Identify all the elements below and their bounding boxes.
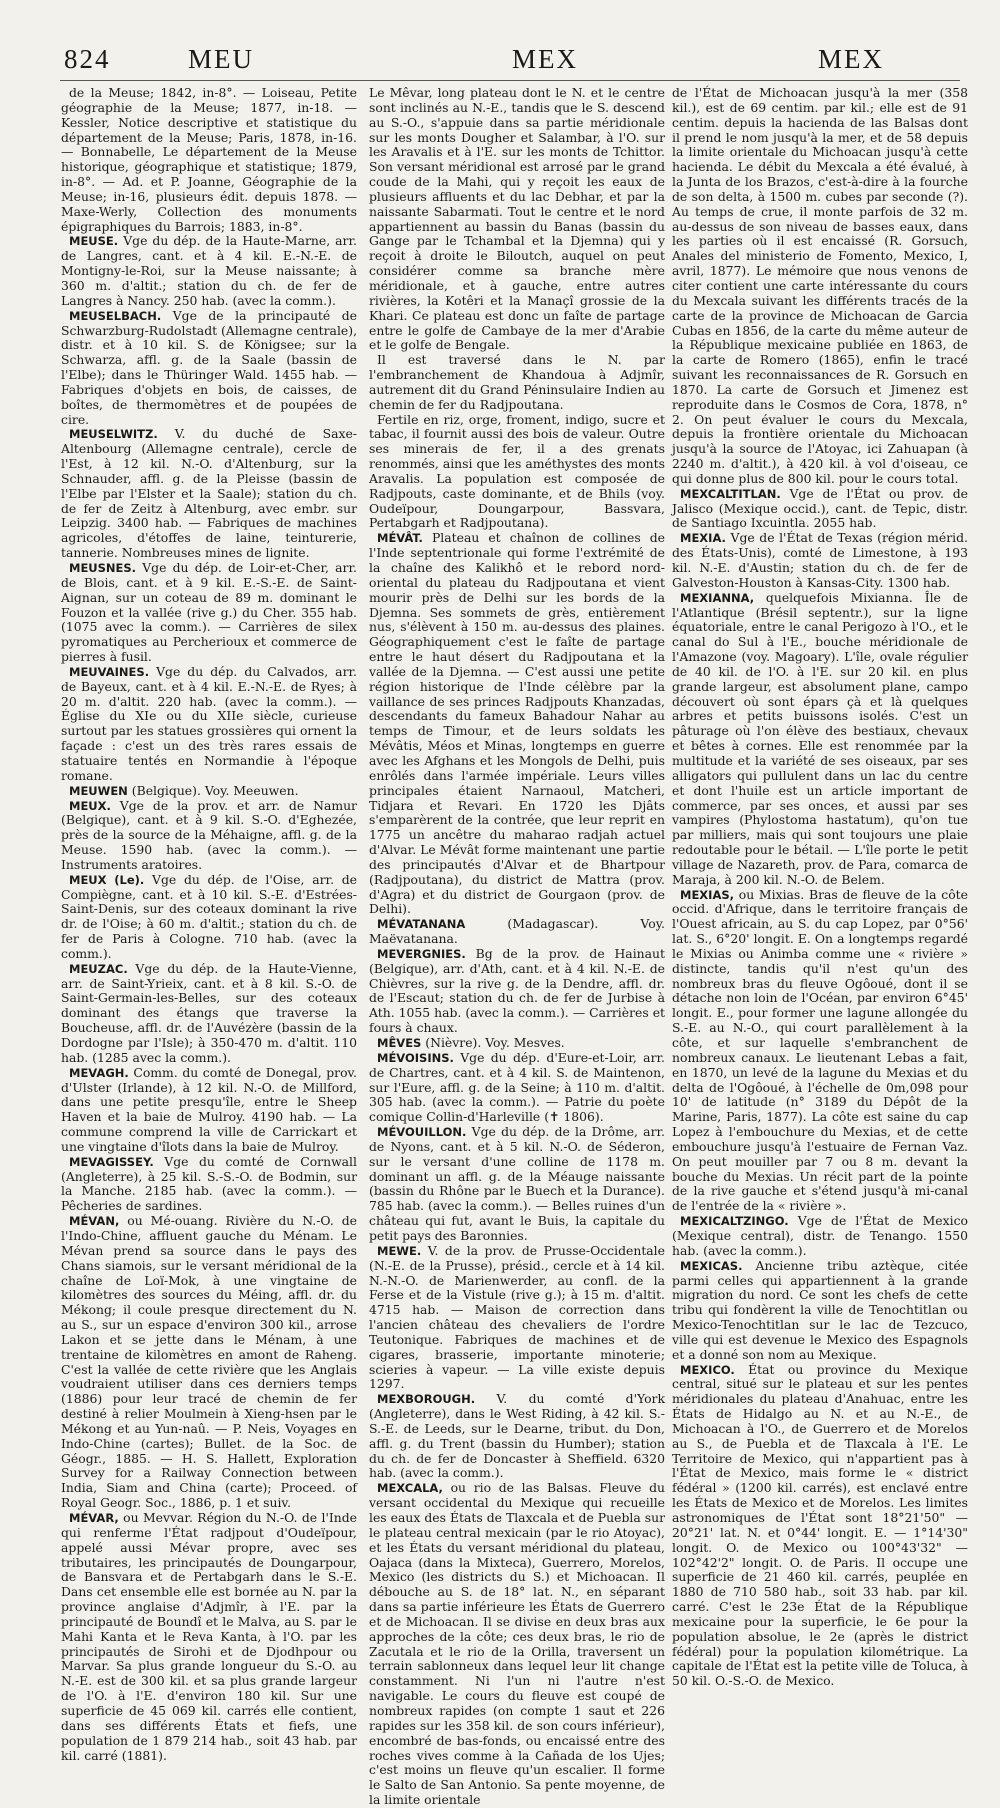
entry-headword: MEXBOROUGH.	[377, 1392, 476, 1407]
entry-headword: MEVERGNIES.	[377, 946, 466, 961]
dictionary-entry	[672, 531, 968, 590]
dictionary-entry	[61, 784, 357, 799]
dictionary-entry	[672, 1214, 968, 1259]
entry-text: Vge du dép. de la Haute-Vienne, arr. de Saint-Yrieix, cant. et à 8 kil. S.-O. de Saint-Germain-les-Belles, sur des coteaux dominant des étangs que traverse la Boucheuse, affl. dr. de l'Auvézère (bassin de la Dordogne par l'Isle); à 350-470 m. d'altit. 110 hab. (1285 avec la comm.).	[61, 960, 357, 1065]
dictionary-entry	[61, 1066, 357, 1155]
entry-headword: MEUZAC.	[69, 961, 128, 976]
entry-text: ou Mé-ouang. Rivière du N.-O. de l'Indo-Chine, affluent gauche du Ménam. Le Mévan prend sa source dans le pays des Chans siamois, sur le versant méridional de la chaîne de Loï-Mok, à une vingtaine de kilomètres des sources du Méing, affl. dr. du Mékong; il coule presque directement du N. au S., sur un espace d'environ 300 kil., arrose Lakon et se jette dans le Ménam, à une trentaine de kilomètres en amont de Raheng. C'est la vallée de cette rivière que les Anglais voudraient utiliser dans ces derniers temps (1886) pour leur tracé de chemin de fer destiné à relier Moulmein à Xieng-hsen par le Mékong et au Yun-naû. — P. Neis, Voyages en Indo-Chine (cartes); Bullet. de la Soc. de Géogr., 1885. — H. S. Hallett, Exploration Survey for a Railway Connection between India, Siam and China (carte); Proceed. of Royal Geogr. Soc., 1886, p. 1 et suiv.	[61, 1213, 357, 1511]
entry-headword: MEXCALA,	[377, 1481, 443, 1496]
entry-text: État ou province du Mexique central, situé sur le plateau et sur les pentes méridionales du plateau d'Anahuac, entre les États de Hidalgo au N. et au N.-E., de Michoacan à l'O., de Guerrero et de Morelos au S., de Puebla et de Tlaxcala à l'E. Le Territoire de Mexico, qui n'appartient pas à l'État de Mexico, mais forme le « district fédéral » (1200 kil. carrés), est enclavé entre les États de Mexico et de Morelos. Les limites astronomiques de l'État sont 18°21'50" — 20°21' lat. N. et 0°44' longit. E. — 1°14'30" longit. O. de Mexico ou 100°43'32" — 102°42'2" longit. O. de Paris. Il occupe une superficie de 21 460 kil. carrés, peuplée en 1880 de 710 580 hab., soit 33 hab. par kil. carré. C'est le 23e État de la République mexicaine pour la superficie, le 6e pour la population absolue, le 2e (après le district fédéral) pour la population kilométrique. La capitale de l'État est la petite ville de Toluca, à 50 kil. O.-S.-O. de Mexico.	[672, 1361, 968, 1689]
dictionary-entry	[672, 86, 968, 487]
dictionary-entry	[61, 86, 357, 234]
entry-headword: MEXIANNA,	[680, 590, 755, 605]
entry-text: Vge du dép. de la Haute-Marne, arr. de Langres, cant. et à 4 kil. E.-N.-E. de Montigny-le-Roi, sur la Meuse naissante; à 360 m. d'altit.; station du ch. de fer de Langres à Nancy. 250 hab. (avec la comm.).	[61, 233, 357, 308]
entry-headword: MEXIAS,	[680, 887, 734, 902]
entry-text: Vge du dép. d'Eure-et-Loir, arr. de Chartres, cant. et à 4 kil. S. de Maintenon, sur l'Eure, affl. g. de la Seine; à 110 m. d'altit. 305 hab. (avec la comm.). — Patrie du poète comique Collin-d'Harleville (✝ 1806).	[369, 1049, 665, 1125]
entry-headword: MEXCALTITLAN.	[680, 486, 781, 501]
dictionary-entry	[369, 917, 665, 947]
entry-text: Il est traversé dans le N. par l'embranchement de Khandoua à Adjmîr, autrement dit du Grand Péninsulaire Indien au chemin de fer du Radjpoutana.	[369, 352, 665, 412]
running-head-center: MEX	[512, 44, 578, 74]
dictionary-entry	[61, 427, 357, 561]
entry-text: (Madagascar). Voy. Maëvatanana.	[369, 916, 665, 947]
entry-headword: MEXICO.	[680, 1362, 735, 1377]
page-number: 824	[64, 44, 111, 74]
entry-text: Fertile en riz, orge, froment, indigo, sucre et tabac, il fournit aussi des bois de valeur. Outre ses minerais de fer, il a des grenats renommés, ainsi que les améthystes des monts Aravalis. La population est composée de Radjpouts, caste dominante, et de Bhils (voy. Oudeïpour, Doungarpour, Bassvara, Pertabgarh et Radjpoutana).	[369, 411, 665, 531]
entry-headword: MÉVATANANA	[377, 917, 466, 932]
entry-text: Vge du dép. du Calvados, arr. de Bayeux, cant. et à 4 kil. E.-N.-E. de Ryes; à 20 m. d'altit. 220 hab. (avec la comm.). — Église du XIe ou du XIIe siècle, curieuse surtout par les statues grossières qui ornent la façade : c'est un des très rares essais de statuaire tentés en Normandie à l'époque romane.	[61, 663, 357, 783]
dictionary-entry	[369, 1051, 665, 1125]
dictionary-entry	[369, 86, 665, 353]
entry-text: Vge du comté de Cornwall (Angleterre), à 25 kil. S.-S.-O. de Bodmin, sur la Manche. 2185 hab. (avec la comm.). — Pêcheries de sardines.	[61, 1153, 357, 1214]
text-column-3	[672, 85, 968, 1689]
entry-text: (Belgique). Voy. Meeuwen.	[131, 782, 299, 798]
entry-headword: MEUSE.	[69, 234, 119, 249]
dictionary-entry	[672, 888, 968, 1215]
dictionary-entry	[672, 591, 968, 888]
entry-text: Comm. du comté de Donegal, prov. d'Ulster (Irlande), à 12 kil. N.-O. de Millford, dans une petite presqu'île, entre le Sheep Haven et la baie de Mulroy. 4190 hab. — La commune comprend la ville de Carrickart et une vingtaine d'îlots dans la baie de Mulroy.	[61, 1064, 357, 1154]
entry-text: Vge du dép. de la Drôme, arr. de Nyons, cant. et à 5 kil. N.-O. de Séderon, sur le versant d'une colline de 1178 m. dominant un affl. g. de la Méauge naissante (bassin du Rhône par le Buech et la Durance). 785 hab. (avec la comm.). — Belles ruines d'un château qui fut, avant le Buis, la capitale du petit pays des Baronnies.	[369, 1124, 665, 1243]
entry-headword: MEVAGH.	[69, 1065, 129, 1080]
entry-text: Vge de l'État ou prov. de Jalisco (Mexique occid.), cant. de Tepic, distr. de Santiago Ixcuintla. 2055 hab.	[672, 485, 968, 531]
dictionary-entry	[369, 413, 665, 532]
dictionary-entry	[369, 1392, 665, 1481]
entry-text: Ancienne tribu aztèque, citée parmi celles qui appartiennent à la grande migration du nord. Ce sont les chefs de cette tribu qui fondèrent la ville de Tenochtitlan ou Mexico-Tenochtitlan sur le lac de Tezcuco, ville qui est devenue le Mexico des Espagnols et a donné son nom au Mexique.	[672, 1257, 968, 1362]
header-rule	[60, 80, 960, 81]
entry-text: Vge de la principauté de Schwarzburg-Rudolstadt (Allemagne centrale), distr. et à 10 kil. S. de Königsee; sur la Schwarza, affl. g. de la Saale (bassin de l'Elbe); dans le Thüringer Wald. 1455 hab. — Fabriques d'objets en bois, de caisses, de boîtes, de thermomètres et de poupées de cire.	[61, 307, 358, 427]
dictionary-entry	[61, 1214, 357, 1511]
entry-headword: MEWE.	[377, 1243, 422, 1258]
entry-headword: MEXIA.	[680, 531, 726, 546]
running-head-left: MEU	[188, 44, 254, 74]
entry-text: V. de la prov. de Prusse-Occidentale (N.-E. de la Prusse), présid., cercle et à 14 kil. N.-N.-O. de Marienwerder, au confl. de la Ferse et de la Vistule (rive g.); à 15 m. d'altit. 4715 hab. — Maison de correction dans l'ancien château des chevaliers de l'ordre Teutonique. Fabriques de machines et de cigares, brasserie, importante minoterie; scieries à vapeur. — La ville existe depuis 1297.	[369, 1242, 665, 1392]
entry-text: Plateau et chaînon de collines de l'Inde septentrionale qui forme l'extrémité de la chaîne des Kalikhô et le rebord nord-oriental du plateau du Radjpoutana et vient mourir près de Delhi sur les bords de la Djemna. Ses sommets de grès, entièrement nus, s'élèvent à 150 m. au-dessus des plaines. Géographiquement c'est le faîte de partage entre le haut désert du Radjpoutana et la vallée de la Djemna. — C'est aussi une petite région historique de l'Inde célèbre par la vaillance de ses princes Radjpouts Khanzadas, descendants du fameux Bahadour Nahar au temps de Timour, et de leurs soldats les Mévâtis, Méos et Minas, longtemps en guerre avec les Afghans et les Mongols de Delhi, puis enrôlés dans l'armée impériale. Leurs villes principales étaient Narnaoul, Matcheri, Tidjara et Revari. En 1720 les Djâts s'emparèrent de la contrée, que leur reprit en 1775 un ancêtre du maharao radjah actuel d'Alvar. Le Mévât forme maintenant une partie des principautés d'Alvar et de Bhartpour (Radjpoutana), du district de Mattra (prov. d'Agra) et du district de Gourgaon (prov. de Delhi).	[369, 530, 665, 917]
entry-headword: MEUSELWITZ.	[69, 427, 158, 442]
dictionary-entry	[61, 1155, 357, 1214]
entry-headword: MEVAGISSEY.	[69, 1154, 154, 1169]
entry-text: Vge de la prov. et arr. de Namur (Belgique), cant. et à 9 kil. S.-O. d'Eghezée, près de la source de la Méhaigne, affl. g. de la Meuse. 1590 hab. (avec la comm.). — Instruments aratoires.	[61, 797, 357, 872]
entry-headword: MÉVAN,	[69, 1214, 120, 1229]
entry-text: ou Mevvar. Région du N.-O. de l'Inde qui renferme l'État radjpout d'Oudeïpour, appelé aussi Mévar propre, avec ses tributaires, les principautés de Doungarpour, de Bansvara et de Pertabgarh dans le S.-E. Dans cet ensemble elle est bornée au N. par la province anglaise d'Adjmîr, à l'E. par la principauté de Boundî et le Malva, au S. par le Mahi Kanta et le Reva Kanta, à l'O. par les principautés de Sirohi et de Djodhpour ou Marvar. Sa plus grande longueur du S.-O. au N.-E. est de 300 kil. et sa plus grande largeur de l'O. à l'E. d'environ 180 kil. Sur une superficie de 45 069 kil. carrés elle contient, dans ses différents États et fiefs, une population de 1 879 214 hab., soit 43 hab. par kil. carré (1881).	[61, 1510, 357, 1763]
entry-headword: MEUSELBACH.	[69, 308, 162, 323]
dictionary-entry	[672, 1259, 968, 1363]
entry-text: ou rio de las Balsas. Fleuve du versant occidental du Mexique qui recueille les eaux des États de Tlaxcala et de Puebla sur le plateau central mexicain (par le rio Atoyac), et les États du versant méridional du plateau, Oajaca (dans la Mixteca), Guerrero, Morelos, Mexico (les districts du S.) et Michoacan. Il débouche au S. de 18° lat. N., en séparant dans sa partie inférieure les États de Guerrero et de Michoacan. Il se divise en deux bras aux approches de la côte; ces deux bras, le rio de Zacutala et le rio de la Orilla, traversent un terrain sablonneux dans lequel leur lit change constamment. Ni l'un ni l'autre n'est navigable. Le cours du fleuve est coupé de nombreux rapides (on compte 1 saut et 226 rapides sur les 358 kil. de son cours inférieur), encombré de bas-fonds, ou encaissé entre des roches vives comme à la Cañada de los Ujes; c'est moins un fleuve qu'un escalier. Il forme le Salto de San Antonio. Sa pente moyenne, de la limite orientale	[369, 1480, 665, 1808]
entry-headword: MEUX.	[69, 798, 111, 813]
entry-text: Vge de l'État de Texas (région mérid. des États-Unis), comté de Limestone, à 193 kil. N.-E. d'Austin; station du ch. de fer de Galveston-Houston à Kansas-City. 1300 hab.	[672, 530, 968, 590]
text-column-2	[369, 85, 665, 1808]
dictionary-entry	[672, 1363, 968, 1690]
entry-text: V. du comté d'York (Angleterre), dans le West Riding, à 42 kil. S.-S.-E. de Leeds, sur le Dearne, tribut. du Don, affl. g. du Trent (bassin du Humber); station du ch. de fer de Doncaster à Sheffield. 6320 hab. (avec la comm.).	[369, 1391, 665, 1481]
entry-text: quelquefois Mixianna. Île de l'Atlantique (Brésil septentr.), sur la ligne équatoriale, entre le canal Perigozo à l'O., et le canal do Sul à l'E., bouche méridionale de l'Amazone (voy. Magoary). L'île, ovale régulier de 40 kil. de l'O. à l'E. sur 20 kil. en plus grande largeur, est absolument plane, campo découvert où sont épars çà et là quelques arbres et petits buissons isolés. C'est un pâturage où l'on élève des bestiaux, chevaux et bêtes à cornes. Elle est renommée par la multitude et la variété de ses oiseaux, par ses alligators qui pullulent dans un lac du centre et dont l'huile est un article important de commerce, par ses onces, et aussi par ses vampires (Phylostoma hastatum), qu'on tue par milliers, mais qui sont toujours une plaie redoutable pour le bétail. — L'île porte le petit village de Nazareth, prov. de Para, comarca de Maraja, à 200 kil. N.-O. de Belem.	[672, 589, 968, 887]
dictionary-entry	[369, 947, 665, 1036]
entry-text: Vge de l'État de Mexico (Mexique central), distr. de Tenango. 1550 hab. (avec la comm.).	[672, 1213, 968, 1258]
entry-headword: MÉVAR,	[69, 1511, 119, 1525]
dictionary-entry	[369, 353, 665, 412]
entry-text: Vge du dép. de Loir-et-Cher, arr. de Blois, cant. et à 9 kil. E.-S.-E. de Saint-Aignan, sur un coteau de 89 m. dominant le Fouzon et la vallée (rive g.) du Cher. 355 hab. (1075 avec la comm.). — Carrières de silex pyromatiques au Percheriouх et commerce de pierres à fusil.	[61, 560, 357, 665]
dictionary-entry	[61, 962, 357, 1066]
entry-text: de l'État de Michoacan jusqu'à la mer (358 kil.), est de 69 centim. par kil.; elle est de 91 centim. depuis la hacienda de las Balsas dont il prend le nom jusqu'à la mer, et de 58 depuis la limite orientale du Michoacan jusqu'à cette hacienda. Le débit du Mexcala a été évalué, à la Junta de los Brazos, c'est-à-dire à la fourche de son delta, à 1500 m. cubes par seconde (?). Au temps de crue, il monte parfois de 32 m. au-dessus de son niveau de basses eaux, dans les parties où il est encaissé (R. Gorsuch, Anales del ministerio de Fomento, Mexico, I, avril, 1877). Le mémoire que nous venons de citer contient une carte intéressante du cours du Mexcala suivant les différents tracés de la carte de la province de Michoacan de Garcia Cubas en 1856, de la carte du même auteur de la République mexicaine publiée en 1863, de la carte de Romero (1865), enfin le tracé suivant les reconnaissances de R. Gorsuch en 1870. La carte de Gorsuch et Jimenez est reproduite dans le Cosmos de Cora, 1878, n° 2. On peut évaluer le cours du Mexcala, depuis la frontière orientale du Michoacan jusqu'à la source de l'Atoyac, ici Zahuapan (à 2240 m. d'altit.), à 420 kil. à vol d'oiseau, ce qui donne plus de 800 kil. pour le cours total.	[672, 85, 968, 486]
entry-headword: MEUX (Le).	[69, 872, 145, 887]
dictionary-entry	[61, 1511, 357, 1763]
dictionary-entry	[369, 1036, 665, 1051]
entry-text: ou Mixias. Bras de fleuve de la côte occid. d'Afrique, dans le territoire français de l'Ouest africain, au S. du cap Lopez, par 0°56' lat. S., 6°20' longit. E. On a longtemps regardé le Mixias ou Animba comme une « rivière » distincte, tandis qu'il n'est qu'un des nombreux bras du fleuve Ogôoué, dont il se détache non loin de l'Océan, par environ 6°45' longit. E., pour former une lagune allongée du S.-E. au N.-O., qui court parallèlement à la côte, et sur laquelle s'embranchent de nombreux canaux. Le lieutenant Lebas a fait, en 1870, un levé de la lagune du Mexias et du delta de l'Ogôoué, à l'échelle de 0m,098 pour 10' de latitude (n° 3189 du Dépôt de la Marine, Paris, 1877). La côte est saine du cap Lopez à l'embouchure du Mexias, et de cette embouchure jusqu'à l'estuaire de Fernan Vaz. On peut mouiller par 7 ou 8 m. devant la bouche du Mexias. Un récit part de la pointe de la rive gauche et s'étend jusqu'à mi-canal de l'entrée de la « rivière ».	[672, 886, 968, 1214]
entry-text: Bg de la prov. de Hainaut (Belgique), arr. d'Ath, cant. et à 4 kil. N.-E. de Chièvres, sur la rive g. de la Dendre, affl. dr. de l'Escaut; station du ch. de fer de Jurbise à Ath. 1055 hab. (avec la comm.). — Carrières et fours à chaux.	[369, 945, 665, 1036]
dictionary-entry	[61, 234, 357, 308]
dictionary-entry	[672, 487, 968, 532]
dictionary-entry	[369, 1244, 665, 1392]
entry-text: (Nièvre). Voy. Mesves.	[425, 1035, 565, 1050]
dictionary-entry	[369, 1125, 665, 1244]
entry-text: V. du duché de Saxe-Altenbourg (Allemagne centrale), cercle de l'Est, à 12 kil. N.-O. d'Altenburg, sur la Schnauder, affl. g. de la Pleisse (bassin de l'Elbe par l'Elster et la Saale); station du ch. de fer de Zeitz à Altenburg, avec embr. sur Leipzig. 3400 hab. — Fabriques de machines agricoles, d'étoffes de laine, teinturerie, tannerie. Nombreuses mines de lignite.	[61, 426, 357, 561]
entry-headword: MÊVES	[377, 1036, 422, 1050]
dictionary-entry	[369, 531, 665, 917]
dictionary-entry	[61, 561, 357, 665]
entry-headword: MEUSNES.	[69, 561, 137, 575]
entry-text: de la Meuse; 1842, in-8°. — Loiseau, Petite géographie de la Meuse; 1877, in-18. — Kessler, Notice descriptive et statistique du département de la Meuse; Paris, 1878, in-16. — Bonnabelle, Le département de la Meuse historique, géographique et statistique; 1879, in-8°. — Ad. et P. Joanne, Géographie de la Meuse; in-16, plusieurs édit. depuis 1878. — Maxe-Werly, Collection des monuments épigraphiques du Barrois; 1883, in-8°.	[61, 85, 357, 234]
dictionary-entry	[61, 873, 357, 962]
entry-headword: MÉVÂT.	[377, 531, 423, 546]
entry-text: Vge du dép. de l'Oise, arr. de Compiègne, cant. et à 10 kil. S.-E. d'Estrées-Saint-Denis, sur des coteaux dominant la rive dr. de l'Oise; à 60 m. d'altit.; station du ch. de fer de Paris à Cologne. 710 hab. (avec la comm.).	[61, 871, 357, 961]
entry-text: Le Mêvar, long plateau dont le N. et le centre sont inclinés au N.-E., tandis que le S. descend au S.-O., s'appuie dans sa partie méridionale sur les monts Dougher et Salambar, à l'O. sur les Aravalis et à l'E. sur les monts de Tchittor. Son versant méridional est arrosé par le grand coude de la Mahi, qui y reçoit les eaux de plusieurs affluents et du lac Debhar, et par la naissante Sabarmati. Tout le centre et le nord appartiennent au bassin du Banas (bassin du Gange par le Tchambal et la Djemna) qui y reçoit à droite le Biloutch, auquel on peut considérer comme sa branche mère méridionale, et à gauche, entre autres rivières, la Kotêri et la Manaçî grossie de la Khari. Ce plateau est donc un faîte de partage entre le golfe de Cambaye de la mer d'Arabie et le golfe de Bengale.	[369, 85, 665, 353]
text-column-1	[61, 85, 358, 1763]
entry-headword: MEXICALTZINGO.	[680, 1214, 789, 1229]
entry-headword: MÉVOUILLON.	[377, 1125, 467, 1140]
entry-headword: MEUVAINES.	[69, 664, 150, 679]
dictionary-entry	[61, 309, 357, 428]
dictionary-entry	[61, 665, 357, 784]
entry-headword: MEXICAS.	[680, 1258, 743, 1273]
running-head-right: MEX	[818, 44, 884, 74]
dictionary-entry	[369, 1481, 665, 1808]
dictionary-entry	[61, 799, 357, 873]
entry-headword: MÉVOISINS.	[377, 1050, 454, 1065]
entry-headword: MEUWEN	[69, 783, 128, 798]
